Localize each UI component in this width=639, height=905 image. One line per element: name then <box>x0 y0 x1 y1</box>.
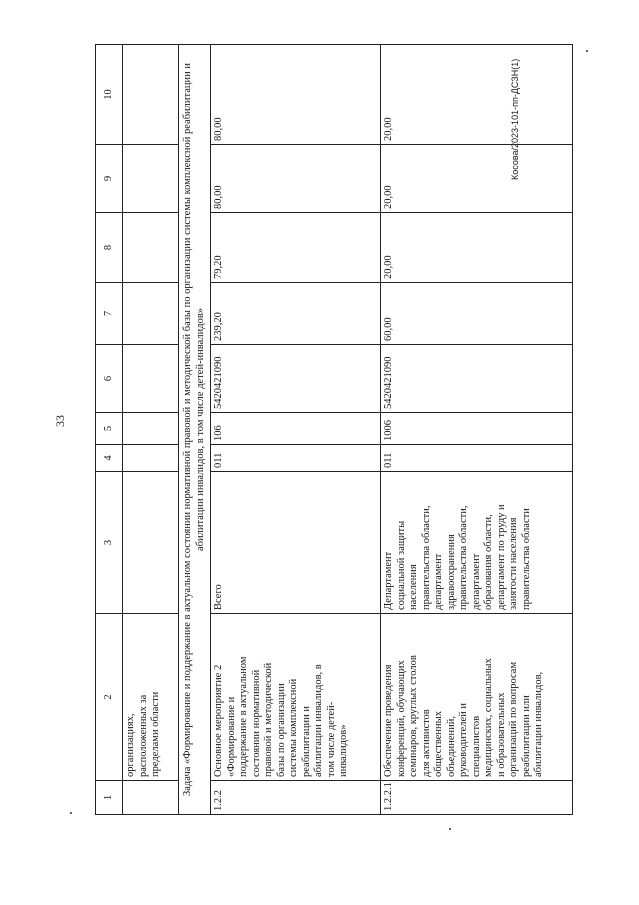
row-number: 1.2.2 <box>211 781 381 815</box>
scan-speck <box>586 50 588 52</box>
code-target: 5420421090 <box>211 345 381 413</box>
code-target: 5420421090 <box>381 345 573 413</box>
header-cell: 6 <box>96 345 123 413</box>
activity-name: Обеспечение проведения конференций, обучающих семинаров, круглых столов для активистов общественных объединений, руководителей и специалистов медицинских, социальных и образовательных организаций по вопросам реабилитации или абилитации инвалидов, <box>381 614 573 781</box>
program-table <box>95 44 573 815</box>
amount-total: 60,00 <box>381 283 573 345</box>
scan-speck <box>70 812 72 814</box>
amount-year1: 79,20 <box>211 213 381 283</box>
row-number: 1.2.2.1 <box>381 781 573 815</box>
header-cell: 4 <box>96 445 123 472</box>
cell <box>123 345 179 413</box>
cell: организациях, расположенных за пределами области <box>123 614 179 781</box>
amount-year3: 20,00 <box>381 45 573 145</box>
table-row <box>211 45 381 815</box>
amount-year3: 80,00 <box>211 45 381 145</box>
header-cell: 9 <box>96 145 123 213</box>
task-row <box>179 45 211 815</box>
amount-year2: 80,00 <box>211 145 381 213</box>
header-cell: 10 <box>96 45 123 145</box>
code-grbs: 011 <box>381 445 573 472</box>
executor: Департамент социальной защиты населения правительства области, департамент здравоохранения правительства области, департамент образования области, департамент по труду и занятости населения правительства области <box>381 472 573 614</box>
cell <box>123 781 179 815</box>
activity-name: Основное мероприятие 2 «Формирование и поддержание в актуальном состоянии нормативной правовой и методической базы по организации системы комплексной реабилитации и абилитации инвалидов, в том числе детей- инвалидов» <box>211 614 381 781</box>
cell <box>123 45 179 145</box>
header-cell: 5 <box>96 413 123 445</box>
page-number: 33 <box>53 415 67 427</box>
code-section: 1006 <box>381 413 573 445</box>
header-cell: 2 <box>96 614 123 781</box>
cell <box>123 283 179 345</box>
amount-year1: 20,00 <box>381 213 573 283</box>
code-section: 106 <box>211 413 381 445</box>
rotated-table-sheet <box>95 45 607 815</box>
amount-total: 239,20 <box>211 283 381 345</box>
cell <box>123 145 179 213</box>
continuation-row <box>123 45 179 815</box>
cell <box>123 472 179 614</box>
scan-speck <box>449 828 451 830</box>
table-row <box>381 45 573 815</box>
executor: Всего <box>211 472 381 614</box>
header-row <box>96 45 123 815</box>
document-code: Косова/2023-101-пп-ДСЗН(1) <box>510 58 520 180</box>
code-grbs: 011 <box>211 445 381 472</box>
cell <box>123 445 179 472</box>
header-cell: 3 <box>96 472 123 614</box>
cell <box>123 213 179 283</box>
header-cell: 1 <box>96 781 123 815</box>
header-cell: 7 <box>96 283 123 345</box>
header-cell: 8 <box>96 213 123 283</box>
task-heading: Задача «Формирование и поддержание в актуальном состоянии нормативной правовой и методической базы по организации системы комплексной реабилитации и абилитации инвалидов, в том числе детей-инвалидов» <box>179 45 211 815</box>
cell <box>123 413 179 445</box>
amount-year2: 20,00 <box>381 145 573 213</box>
